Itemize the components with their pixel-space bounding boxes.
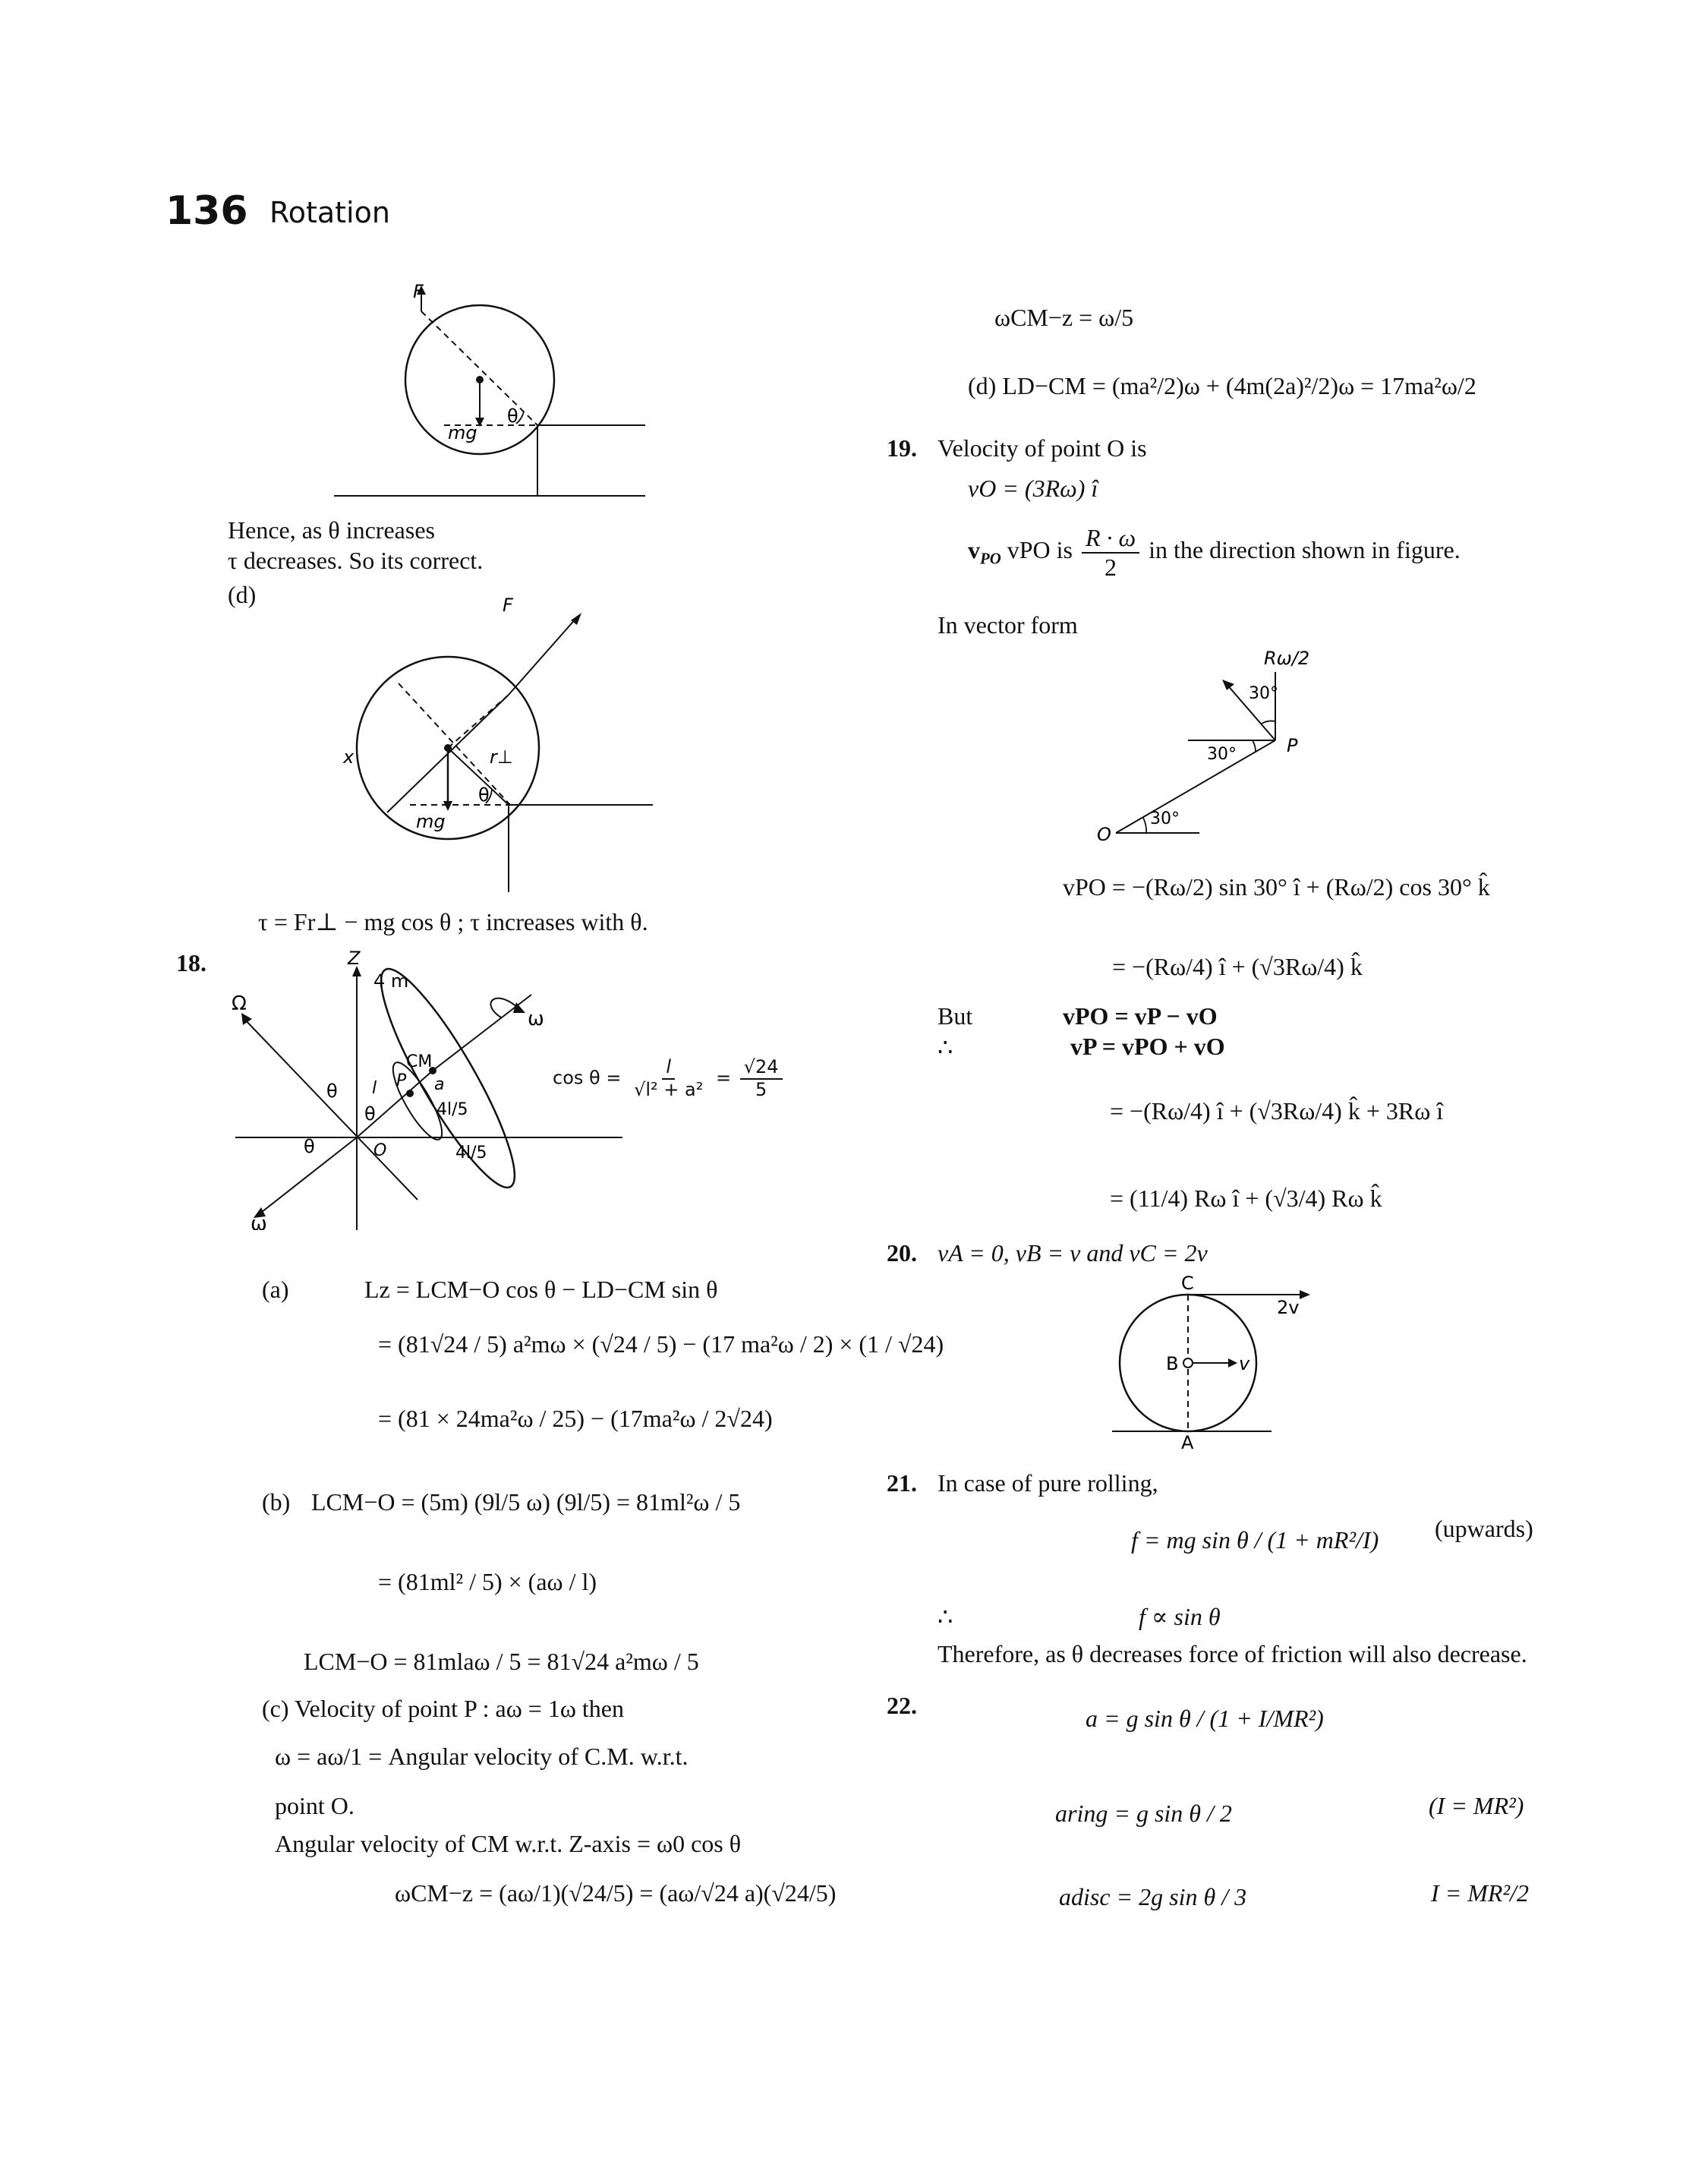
omega-cm-z-equation: ωCM−z = ω/5 — [994, 304, 1134, 331]
fig18-label-theta-3: θ — [364, 1103, 376, 1125]
question-18-number: 18. — [176, 949, 206, 976]
fig2-label-mg: mg — [416, 811, 446, 832]
fig1-label-f: F — [413, 281, 424, 302]
v-po-symbol: $v_{PO}$ — [968, 536, 1001, 568]
fig2-label-f: F — [503, 595, 513, 616]
fig1-label-theta: θ — [507, 405, 518, 427]
fig2-label-theta: θ — [478, 784, 490, 806]
part-a-label: (a) — [262, 1276, 289, 1303]
part-b-line-3: LCM−O = 81mlaω / 5 = 81√24 a²mω / 5 — [304, 1648, 699, 1675]
fig18-label-theta-2: θ — [304, 1136, 315, 1157]
part-c-line-2: ω = aω/1 = Angular velocity of C.M. w.r.t. — [275, 1743, 689, 1770]
therefore-symbol-21: ∴ — [938, 1603, 953, 1630]
part-a-line-2: = (81√24 / 5) a²mω × (√24 / 5) − (17 ma²ω / 2) × (1 / √24) — [378, 1330, 944, 1358]
fig18-label-omega-top: ω — [528, 1008, 544, 1030]
part-c-line-4: Angular velocity of CM w.r.t. Z-axis = ω0 cos θ — [275, 1830, 742, 1857]
fig18-label-omega-big: Ω — [232, 992, 247, 1015]
part-c-line-5: ωCM−z = (aω/1)(√24/5) = (aω/√24 a)(√24/5) — [395, 1879, 837, 1907]
fig20-label-b: B — [1166, 1353, 1179, 1374]
cos-theta-expression: cos θ = $\frac{l}{\text{√l² + a²}}$ = $\frac{√24}{5}$ — [553, 1057, 786, 1100]
q19-equation-6: = (11/4) Rω î + (√3/4) Rω k̂ — [1110, 1185, 1382, 1212]
part-d-equation: (d) LD−CM = (ma²/2)ω + (4m(2a)²/2)ω = 17ma²ω/2 — [968, 372, 1476, 399]
fig18-label-l: l — [372, 1079, 377, 1098]
fig18-label-a: a — [434, 1075, 445, 1094]
page-number: 136 — [165, 188, 248, 234]
figure-cylinder-step-1 — [334, 281, 653, 509]
fig20-label-v: v — [1239, 1353, 1250, 1374]
part-b-label: (b) — [262, 1488, 291, 1516]
fig18-label-omega-bottom: ω — [251, 1213, 267, 1230]
fig18-label-4m: 4 m — [373, 970, 409, 992]
fig18-label-p: P — [396, 1071, 407, 1090]
q21-line-3: Therefore, as θ decreases force of friction will also decrease. — [938, 1640, 1527, 1667]
q19-line-2: vO = (3Rω) î — [968, 475, 1098, 502]
q19-equation-5: = −(Rω/4) î + (√3Rω/4) k̂ + 3Rω î — [1110, 1097, 1444, 1125]
fig18-label-4l5-a: 4l/5 — [436, 1100, 468, 1119]
q22-disc-note: I = MR²/2 — [1431, 1879, 1529, 1907]
part-b-line-2: = (81ml² / 5) × (aω / l) — [378, 1568, 597, 1595]
question-20-number: 20. — [887, 1239, 917, 1267]
q19-equation-2: = −(Rω/4) î + (√3Rω/4) k̂ — [1112, 953, 1363, 980]
figure-cylinder-step-2 — [334, 588, 668, 907]
fig18-label-cm: CM — [406, 1052, 433, 1071]
but-label: But — [938, 1002, 973, 1030]
fig19-label-o: O — [1097, 824, 1111, 845]
fig18-label-theta-1: θ — [326, 1080, 338, 1102]
vector-form-label: In vector form — [938, 611, 1078, 639]
q22-ring-equation: aring = g sin θ / 2 — [1055, 1800, 1232, 1827]
q19-equation-4: vP = vPO + vO — [1070, 1033, 1225, 1060]
part-b-line-1: LCM−O = (5m) (9l/5 ω) (9l/5) = 81ml²ω / 5 — [311, 1488, 741, 1516]
hence-line-2: τ decreases. So its correct. — [228, 547, 484, 574]
question-22-number: 22. — [887, 1692, 917, 1719]
chapter-title: Rotation — [269, 196, 390, 229]
q21-line-1: In case of pure rolling, — [938, 1469, 1158, 1497]
part-a-line-1: Lz = LCM−O cos θ − LD−CM sin θ — [364, 1276, 718, 1303]
fig1-label-mg: mg — [448, 422, 477, 443]
figure-velocity-vectors — [1093, 642, 1336, 847]
fig19-label-rw2: Rω/2 — [1264, 648, 1310, 669]
fig20-label-2v: 2v — [1277, 1297, 1300, 1318]
question-19-number: 19. — [887, 434, 917, 462]
q22-acceleration-equation: a = g sin θ / (1 + I/MR²) — [1086, 1705, 1324, 1732]
fig18-label-z: Z — [348, 949, 361, 969]
figure-rolling-wheel — [1101, 1276, 1328, 1450]
hence-line-1: Hence, as θ increases — [228, 516, 435, 544]
therefore-symbol-19: ∴ — [938, 1033, 953, 1061]
q22-disc-equation: adisc = 2g sin θ / 3 — [1059, 1883, 1247, 1910]
fig20-label-a: A — [1181, 1432, 1194, 1450]
fig18-label-o: O — [373, 1141, 387, 1160]
q19-line-1: Velocity of point O is — [938, 434, 1147, 462]
fig19-label-30-top: 30° — [1249, 684, 1278, 703]
torque-equation: τ = Fr⊥ − mg cos θ ; τ increases with θ. — [258, 908, 648, 935]
option-d-label: (d) — [228, 581, 257, 608]
part-a-line-3: = (81 × 24ma²ω / 25) − (17ma²ω / 2√24) — [378, 1405, 773, 1432]
fig19-label-p: P — [1287, 735, 1298, 756]
q19-line-3: $v_{PO}$ vPO is $\frac{R \cdot \omega}{2}$ in the direction shown in figure. — [968, 524, 1461, 581]
part-c-line-1: (c) Velocity of point P : aω = 1ω then — [262, 1695, 624, 1722]
q21-friction-equation: f = mg sin θ / (1 + mR²/I) — [1131, 1526, 1379, 1554]
q20-velocities: vA = 0, vB = v and vC = 2v — [938, 1239, 1208, 1267]
q22-ring-note: (I = MR²) — [1429, 1792, 1524, 1819]
fig2-label-r: r⊥ — [490, 746, 513, 768]
q21-proportionality: f ∝ sin θ — [1139, 1603, 1221, 1630]
fig19-label-30-mid: 30° — [1207, 745, 1237, 764]
q19-equation-1: vPO = −(Rω/2) sin 30° î + (Rω/2) cos 30° k̂ — [1063, 873, 1490, 901]
fig2-label-x: x — [343, 746, 355, 768]
q19-equation-3: vPO = vP − vO — [1063, 1002, 1218, 1030]
part-c-line-3: point O. — [275, 1792, 355, 1819]
fig19-label-30-bottom: 30° — [1150, 809, 1180, 828]
question-21-number: 21. — [887, 1469, 917, 1497]
fig20-label-c: C — [1181, 1276, 1194, 1294]
fig18-label-4l5-b: 4l/5 — [455, 1144, 487, 1162]
q21-upwards: (upwards) — [1435, 1515, 1533, 1542]
